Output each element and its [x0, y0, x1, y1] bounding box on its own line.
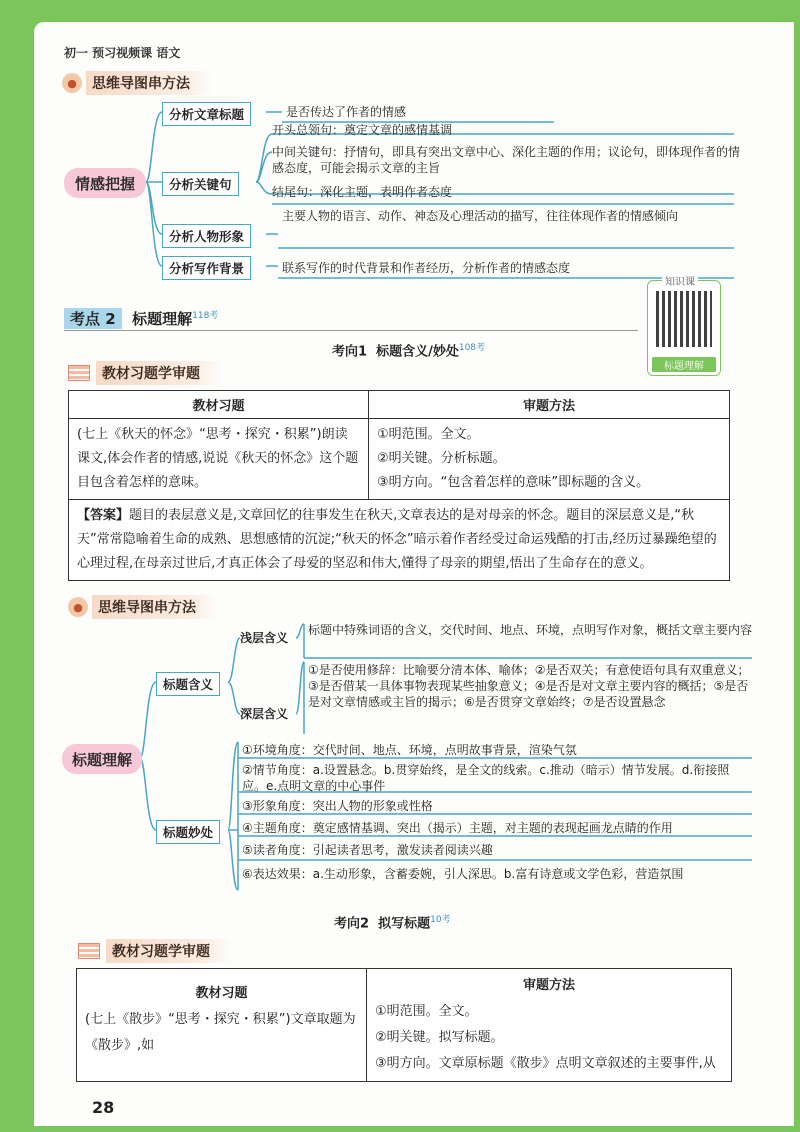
table1-header-right: 审题方法 — [369, 391, 730, 419]
person-icon: ● — [62, 73, 82, 93]
mm1-node-keysentence: 分析关键句 — [162, 172, 239, 196]
table1-left-text: (七上《秋天的怀念》“思考・探究・积累”)朗读课文,体会作者的情感,说说《秋天的怀念》这个题目包含着怎样的意味。 — [69, 419, 369, 500]
table2-right: 审题方法 ①明范围。全文。 ②明关键。拟写标题。 ③明方向。文章原标题《散步》点明文章叙述的主要事件,从 — [367, 969, 732, 1082]
mm1-leaf-middle: 中间关键句：抒情句，即具有突出文章中心、深化主题的作用；议论句，即体现作者的情感态度，可能会揭示文章的主旨 — [272, 145, 741, 175]
page-header: 初一 预习视频课 语文 — [64, 46, 181, 60]
mm1-node-background: 分析写作背景 — [162, 256, 251, 280]
mm1-leaf-background: 联系写作的时代背景和作者经历，分析作者的情感态度 — [282, 261, 571, 275]
mm1-center: 情感把握 — [64, 168, 146, 198]
mm1-node-character: 分析人物形象 — [162, 224, 251, 248]
kaodian-heading: 考点 2 标题理解$^{118考}$ — [64, 308, 218, 329]
mm2-merit-6: ⑥表达效果：a.生动形象，含蓄委婉，引人深思。b.富有诗意或文学色彩，营造氛围 — [242, 867, 684, 881]
person-icon: ● — [68, 597, 88, 617]
direction-1-heading: 考向1 标题含义/妙处$^{108考}$ — [332, 343, 486, 360]
table1-answer: 【答案】题目的表层意义是,文章回忆的往事发生在秋天,文章表达的是对母亲的怀念。题目的深层意义是,“秋天”常常隐喻着生命的成熟、思想感情的沉淀;“秋天的怀念”暗示着作者经受过命运残酷的打击,经历过暴躁绝望的心理过程,在母亲过世后,才真正体会了母爱的坚忍和伟大,懂得了母亲的期望,悟出了生命存在的意义。 — [69, 500, 730, 581]
mm2-shallow-text: 标题中特殊词语的含义，交代时间、地点、环境，点明写作对象，概括文章主要内容 — [308, 623, 753, 637]
mm2-shallow-label: 浅层含义 — [240, 631, 289, 645]
mm1-leaf-character: 主要人物的语言、动作、神态及心理活动的描写，往往体现作者的情感倾向 — [282, 209, 679, 223]
mm1-leaf-opening: 开头总领句：奠定文章的感情基调 — [272, 123, 453, 137]
page-number: 28 — [92, 1098, 115, 1117]
notebook-icon — [78, 943, 100, 959]
table1-right: ①明范围。全文。 ②明关键。分析标题。 ③明方向。“包含着怎样的意味”即标题的含义。 — [369, 419, 730, 500]
mm2-merit-4: ④主题角度：奠定感情基调、突出（揭示）主题，对主题的表现起画龙点睛的作用 — [242, 821, 673, 835]
qr-card[interactable]: 知识课 标题理解 — [647, 280, 721, 376]
mm2-merit-1: ①环境角度：交代时间、地点、环境，点明故事背景，渲染气氛 — [242, 743, 577, 757]
mm2-merit-2: ②情节角度：a.设置悬念。b.贯穿始终，是全文的线索。c.推动（暗示）情节发展。d.衔接照应。e.点明文章的中心事件 — [242, 763, 730, 793]
mm1-node-title: 分析文章标题 — [162, 102, 251, 126]
exercise-table-2 — [76, 968, 732, 1082]
mindmap-section-label-2: ● 思维导图串方法 — [68, 596, 218, 618]
mm1-leaf-ending: 结尾句：深化主题，表明作者态度 — [272, 185, 453, 199]
mm2-node-meaning: 标题含义 — [156, 672, 220, 696]
table1-header-left: 教材习题 — [69, 391, 369, 419]
mm1-leaf-title: 是否传达了作者的情感 — [286, 105, 407, 119]
mm2-center: 标题理解 — [62, 744, 142, 774]
mm2-merit-5: ⑤读者角度：引起读者思考，激发读者阅读兴趣 — [242, 843, 493, 857]
mm2-node-merit: 标题妙处 — [156, 820, 220, 844]
textbook-section-label-2: 教材习题学审题 — [78, 940, 232, 962]
mm2-deep-text: ①是否使用修辞：比喻要分清本体、喻体；②是否双关；有意使语句具有双重意义；③是否借某一具体事物表现某些抽象意义；④是否是对文章主要内容的概括；⑤是否是对文章情感或主旨的揭示；⑥是否贯穿文章始终；⑦是否设置悬念 — [308, 663, 750, 709]
mm2-deep-label: 深层含义 — [240, 707, 289, 721]
mindmap-section-label: ● 思维导图串方法 — [62, 72, 212, 94]
table2-left: 教材习题 (七上《散步》“思考・探究・积累”)文章取题为《散步》,如 — [77, 969, 367, 1082]
direction-2-heading: 考向2 拟写标题$^{10考}$ — [334, 915, 451, 932]
textbook-section-label-1: 教材习题学审题 — [68, 362, 222, 384]
page-sheet — [34, 22, 794, 1126]
mm2-merit-3: ③形象角度：突出人物的形象或性格 — [242, 799, 433, 813]
